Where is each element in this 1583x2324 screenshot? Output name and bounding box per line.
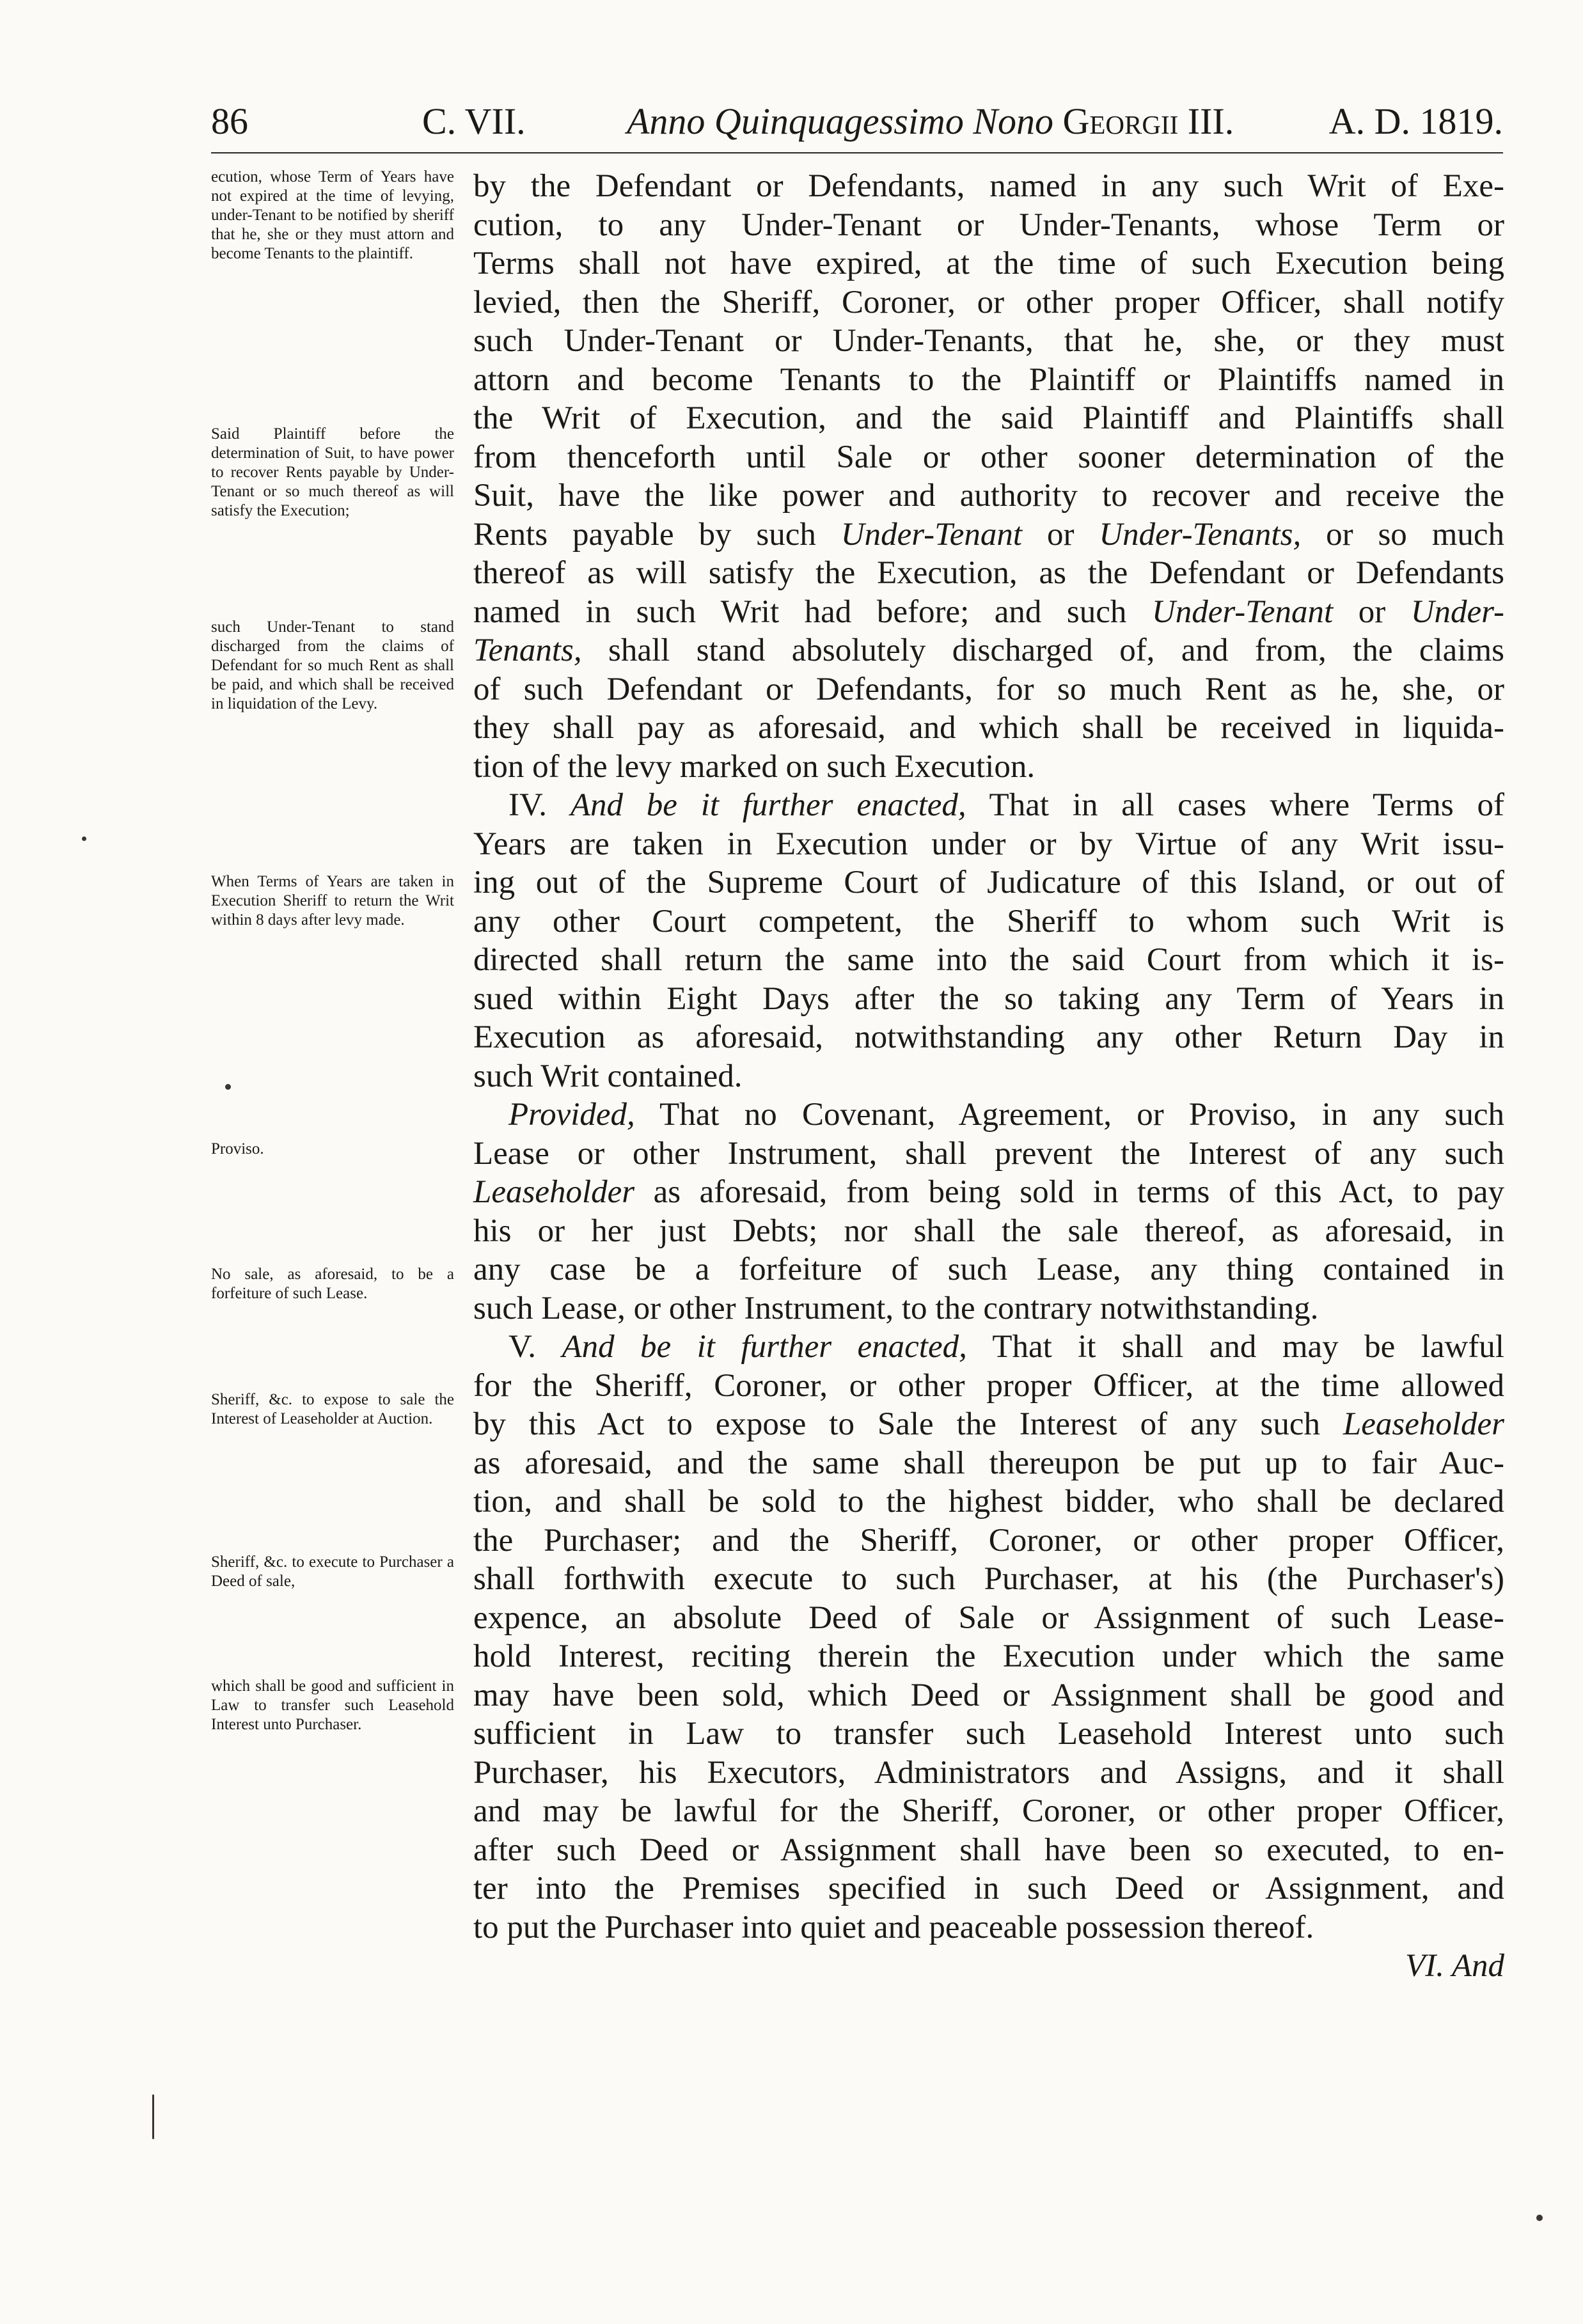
body-line: [473, 1830, 1504, 1870]
body-line: [473, 1327, 1504, 1367]
body-line-segment: or: [1333, 593, 1411, 630]
margin-note: Sheriff, &c. to expose to sale the Interest of Leaseholder at Auction.: [211, 1391, 454, 1427]
body-line-segment: after such Deed or Assignment shall have been so executed, to en-: [473, 1832, 1504, 1868]
body-line-segment: expence, an absolute Deed of Sale or Assignment of such Lease-: [473, 1599, 1504, 1636]
body-line-segment: such Writ contained.: [473, 1058, 743, 1094]
body-line: [473, 824, 1504, 864]
body-line-segment: by the Defendant or Defendants, named in any such Writ of Exe-: [473, 168, 1504, 204]
margin-note: Sheriff, &c. to execute to Purchaser a Deed of sale,: [211, 1553, 454, 1590]
body-line: [473, 398, 1504, 438]
body-line: [473, 1637, 1504, 1676]
margin-note: ecution, whose Term of Years have not expired at the time of levying, under-Tenant to be notified by sheriff that he, she or they must attorn and become Tenants to the plaintiff.: [211, 168, 454, 262]
body-line: [473, 592, 1504, 632]
body-line: [473, 1134, 1504, 1174]
body-line-segment: such Under-Tenant or Under-Tenants, that he, she, or they must: [473, 323, 1504, 359]
body-line: [473, 1908, 1504, 1947]
body-line-segment: And be it further enacted,: [562, 1329, 967, 1365]
page-number: 86: [211, 100, 248, 142]
body-line-segment: Execution as aforesaid, notwithstanding any other Return Day in: [473, 1019, 1504, 1055]
body-line-segment: attorn and become Tenants to the Plaintiff or Plaintiffs named in: [473, 361, 1504, 398]
body-line: [473, 785, 1504, 825]
body-line-segment: V.: [508, 1329, 562, 1365]
body-line-segment: That no Covenant, Agreement, or Proviso, in any such: [634, 1097, 1504, 1133]
body-line-segment: shall forthwith execute to such Purchaser, at his (the Purchaser's): [473, 1561, 1504, 1597]
body-line-segment: the Purchaser; and the Sheriff, Coroner, or other proper Officer,: [473, 1522, 1504, 1558]
body-line: [473, 1017, 1504, 1057]
body-line-segment: from thenceforth until Sale or other sooner determination of the: [473, 439, 1504, 475]
body-line: [473, 1676, 1504, 1715]
body-line-segment: such Lease, or other Instrument, to the contrary notwithstanding.: [473, 1290, 1319, 1326]
body-line-segment: Under-Tenant: [1151, 593, 1334, 630]
body-line: [473, 321, 1504, 361]
body-line: [473, 1366, 1504, 1406]
body-line-segment: Provided,: [508, 1097, 635, 1133]
body-line-segment: Tenants,: [473, 632, 582, 668]
body-line: [473, 553, 1504, 593]
body-line-segment: sufficient in Law to transfer such Leasehold Interest unto such: [473, 1716, 1504, 1752]
body-line: [473, 205, 1504, 245]
ink-speck: [225, 1084, 231, 1090]
body-line-segment: as aforesaid, and the same shall thereupon be put up to fair Auc-: [473, 1445, 1504, 1481]
body-line-segment: IV.: [508, 787, 571, 823]
body-line: [473, 708, 1504, 748]
margin-note: When Terms of Years are taken in Execution Sheriff to return the Writ within 8 days after levy made.: [211, 873, 454, 929]
body-line-segment: Leaseholder: [473, 1174, 635, 1210]
body-line-segment: ter into the Premises specified in such Deed or Assignment, and: [473, 1871, 1504, 1906]
body-line-segment: Purchaser, his Executors, Administrators and Assigns, and it shall: [473, 1754, 1504, 1791]
body-line-segment: Leaseholder: [1343, 1406, 1504, 1442]
body-line: [473, 437, 1504, 477]
body-line: [473, 283, 1504, 322]
body-line: [473, 1791, 1504, 1831]
body-line: [473, 670, 1504, 709]
body-line: [473, 1211, 1504, 1251]
body-line-segment: the Writ of Execution, and the said Plaintiff and Plaintiffs shall: [473, 400, 1504, 436]
body-line: [473, 1869, 1504, 1908]
body-line-segment: cution, to any Under-Tenant or Under-Tenants, whose Term or: [473, 207, 1504, 243]
body-line: [473, 515, 1504, 554]
regnal-year: Anno Quinquagessimo Nono: [627, 100, 1053, 142]
body-line-segment: That it shall and may be lawful: [966, 1329, 1504, 1365]
body-line: [473, 1250, 1504, 1289]
body-line: [473, 1753, 1504, 1793]
ink-speck: [1536, 2215, 1543, 2221]
monarch-name: Georgii III.: [1062, 100, 1234, 142]
body-line-segment: or: [1022, 516, 1099, 553]
body-line-segment: And be it further enacted,: [570, 787, 966, 823]
margin-note: such Under-Tenant to stand discharged from the claims of Defendant for so much Rent as shall be paid, and which shall be received in liquidation of the Levy.: [211, 618, 454, 712]
body-line-segment: named in such Writ had before; and such: [473, 593, 1152, 630]
body-line-segment: levied, then the Sheriff, Coroner, or other proper Officer, shall notify: [473, 284, 1504, 320]
body-line-segment: Suit, have the like power and authority to recover and receive the: [473, 478, 1504, 514]
body-line-segment: shall stand absolutely discharged of, and from, the claims: [581, 632, 1504, 668]
body-line-segment: by this Act to expose to Sale the Interest of any such: [473, 1406, 1343, 1442]
body-line-segment: for the Sheriff, Coroner, or other proper Officer, at the time allowed: [473, 1367, 1504, 1404]
chapter-label: C. VII.: [422, 100, 526, 142]
body-line: [473, 1482, 1504, 1521]
body-line-segment: Under-Tenant: [840, 516, 1023, 553]
catchword: VI. And: [1405, 1948, 1504, 1984]
act-title: [627, 96, 1234, 147]
body-line: [473, 747, 1504, 787]
ink-speck: [82, 836, 86, 841]
body-line: [473, 1289, 1504, 1328]
body-line: [473, 1056, 1504, 1096]
body-line: [473, 166, 1504, 206]
body-line: [473, 476, 1504, 515]
body-line: [473, 940, 1504, 980]
body-line: [473, 1598, 1504, 1638]
body-line: [473, 244, 1504, 283]
body-line-segment: Under-: [1410, 593, 1504, 630]
body-line-segment: ing out of the Supreme Court of Judicature of this Island, or out of: [473, 865, 1504, 900]
body-line: [473, 863, 1504, 902]
body-line: [473, 1559, 1504, 1599]
body-line-segment: thereof as will satisfy the Execution, as the Defendant or Defendants: [473, 555, 1504, 591]
body-line-segment: directed shall return the same into the said Court from which it is-: [473, 942, 1504, 978]
body-line-segment: of such Defendant or Defendants, for so much Rent as he, she, or: [473, 671, 1504, 707]
margin-note: No sale, as aforesaid, to be a forfeiture of such Lease.: [211, 1266, 454, 1302]
body-line: [473, 1095, 1504, 1135]
body-line-segment: sued within Eight Days after the so taking any Term of Years in: [473, 980, 1504, 1017]
body-line-segment: That in all cases where Terms of: [966, 787, 1504, 823]
margin-note: Proviso.: [211, 1140, 264, 1158]
body-line-segment: as aforesaid, from being sold in terms of this Act, to pay: [634, 1174, 1504, 1210]
body-line-segment: any other Court competent, the Sheriff to whom such Writ is: [473, 903, 1504, 939]
body-line: [473, 1714, 1504, 1754]
body-line-segment: or so much: [1301, 516, 1505, 553]
year-label: A. D. 1819.: [1328, 100, 1503, 142]
body-line-segment: Years are taken in Execution under or by Virtue of any Writ issu-: [473, 826, 1504, 862]
body-line-segment: Rents payable by such: [473, 516, 841, 553]
body-line-segment: Terms shall not have expired, at the time of such Execution being: [473, 246, 1504, 281]
header-rule: [211, 152, 1503, 153]
body-line-segment: any case be a forfeiture of such Lease, any thing contained in: [473, 1252, 1504, 1287]
running-header: [211, 96, 1503, 147]
margin-note: which shall be good and sufficient in Law to transfer such Leasehold Interest unto Purchaser.: [211, 1677, 454, 1733]
body-line-segment: hold Interest, reciting therein the Execution under which the same: [473, 1638, 1504, 1674]
body-line: [473, 1404, 1504, 1444]
body-line-segment: tion of the levy marked on such Execution.: [473, 748, 1036, 785]
body-line: [473, 979, 1504, 1019]
margin-note: Said Plaintiff before the determination of Suit, to have power to recover Rents payable by Under-Tenant or so much thereof as will satisfy the Execution;: [211, 425, 454, 519]
body-line-segment: tion, and shall be sold to the highest bidder, who shall be declared: [473, 1484, 1504, 1519]
ink-speck: [152, 2094, 154, 2139]
body-line-segment: to put the Purchaser into quiet and peaceable possession thereof.: [473, 1909, 1314, 1945]
body-line: [473, 1172, 1504, 1212]
body-line: [473, 902, 1504, 941]
body-line: [473, 360, 1504, 400]
body-line-segment: they shall pay as aforesaid, and which shall be received in liquida-: [473, 710, 1504, 746]
body-line-segment: his or her just Debts; nor shall the sale thereof, as aforesaid, in: [473, 1213, 1504, 1249]
body-line: [473, 631, 1504, 670]
body-line: [473, 1521, 1504, 1560]
body-line: [473, 1443, 1504, 1483]
body-line-segment: Under-Tenants,: [1099, 516, 1302, 553]
body-line-segment: Lease or other Instrument, shall prevent the Interest of any such: [473, 1135, 1504, 1172]
body-line-segment: and may be lawful for the Sheriff, Coroner, or other proper Officer,: [473, 1793, 1504, 1829]
body-line-segment: may have been sold, which Deed or Assignment shall be good and: [473, 1677, 1504, 1713]
